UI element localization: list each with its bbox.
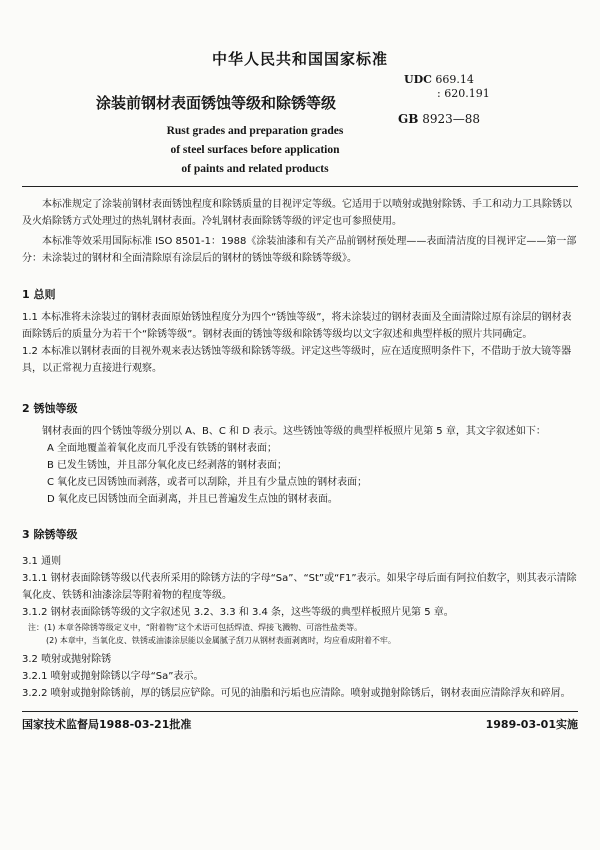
udc-line-2: : 620.191 [437, 87, 490, 100]
approval-date: 国家技术监督局1988-03-21批准 [22, 718, 192, 731]
intro-paragraph: 本标准等效采用国际标准 ISO 8501-1：1988《涂装油漆和有关产品前钢材预处理——表面清洁度的目视评定——第一部分：未涂装过的钢材和全面清除原有涂层后的钢材的锈蚀等级和除锈等级》。 [22, 236, 577, 264]
section-3 [22, 526, 577, 702]
title-en-line: Rust grades and preparation grades [166, 125, 344, 137]
note-1: 注：(1) 本章各除锈等级定义中，“附着物”这个术语可包括焊渣、焊接飞溅物、可溶性盐类等。 [28, 623, 363, 632]
clause-1-1: 1.1 本标准将未涂装过的钢材表面原始锈蚀程度分为四个“锈蚀等级”，将未涂装过的钢材表面及全面清除过原有涂层的钢材表面除锈后的质量分为若干个“除锈等级”。钢材表面的锈蚀等级和除锈等级均以文字叙述和典型样板的照片共同确定。 [22, 312, 572, 340]
standard-title-cn: 涂装前钢材表面锈蚀等级和除锈等级 [96, 94, 337, 112]
clause-1-2: 1.2 本标准以钢材表面的目视外观来表达锈蚀等级和除锈等级。评定这些等级时，应在适度照明条件下，不借助于放大镜等器具，以正常视力直接进行观察。 [22, 346, 572, 374]
clause-3-2: 3.2 喷射或抛射除锈 [22, 654, 112, 665]
udc-line-1: 669.14 [435, 73, 474, 86]
section-heading: 3 除锈等级 [22, 528, 78, 541]
national-standard-heading: 中华人民共和国国家标准 [211, 50, 388, 68]
implementation-date: 1989-03-01实施 [485, 718, 578, 731]
clause-3-1-1: 3.1.1 钢材表面除锈等级以代表所采用的除锈方法的字母“Sa”、“St”或“F1”表示。如果字母后面有阿拉伯数字，则其表示清除氧化皮、铁锈和油漆涂层等附着物的程度等级。 [22, 573, 577, 601]
intro-section [22, 196, 577, 267]
title-en-line: of paints and related products [181, 163, 329, 175]
section-2 [22, 400, 577, 508]
intro-paragraph: 本标准规定了涂装前钢材表面锈蚀程度和除锈质量的目视评定等级。它适用于以喷射或抛射除锈、手工和动力工具除锈以及火焰除锈方式处理过的热轧钢材表面。冷轧钢材表面除锈等级的评定也可参照使用。 [22, 199, 572, 227]
header-divider [22, 186, 578, 187]
footer-divider [22, 711, 578, 712]
section-heading: 2 锈蚀等级 [22, 402, 78, 415]
clause-3-2-2: 3.2.2 喷射或抛射除锈前，厚的锈层应铲除。可见的油脂和污垢也应清除。喷射或抛射除锈后，钢材表面应清除浮灰和碎屑。 [22, 688, 571, 699]
clause-3-2-1: 3.2.1 喷射或抛射除锈以字母“Sa”表示。 [22, 671, 204, 682]
standard-title-en [105, 122, 405, 179]
clause-3-1-2: 3.1.2 钢材表面除锈等级的文字叙述见 3.2、3.3 和 3.4 条，这些等级的典型样板照片见第 5 章。 [22, 607, 454, 618]
rust-grade-list [22, 440, 577, 508]
gb-code [398, 112, 480, 126]
udc-code [404, 73, 490, 101]
section-heading: 1 总则 [22, 288, 56, 301]
list-item: B 已发生锈蚀，并且部分氧化皮已经剥落的钢材表面； [47, 460, 288, 471]
gb-number: 8923—88 [422, 112, 481, 126]
section-2-intro: 钢材表面的四个锈蚀等级分别以 A、B、C 和 D 表示。这些锈蚀等级的典型样板照片见第 5 章，其文字叙述如下： [42, 426, 546, 437]
clause-3-1: 3.1 通则 [22, 556, 62, 567]
list-item: C 氧化皮已因锈蚀而剥落，或者可以刮除，并且有少量点蚀的钢材表面； [47, 477, 368, 488]
list-item: D 氧化皮已因锈蚀而全面剥离，并且已普遍发生点蚀的钢材表面。 [47, 494, 338, 505]
list-item: A 全面地覆盖着氧化皮而几乎没有铁锈的钢材表面； [47, 443, 278, 454]
title-en-line: of steel surfaces before application [170, 144, 340, 156]
gb-label: GB [398, 112, 419, 126]
udc-label: UDC [404, 73, 432, 86]
section-1 [22, 286, 577, 377]
note-2: (2) 本章中，当氧化皮、铁锈或油漆涂层能以金属腻子刮刀从钢材表面剥离时，均应看成附着不牢。 [46, 636, 396, 645]
